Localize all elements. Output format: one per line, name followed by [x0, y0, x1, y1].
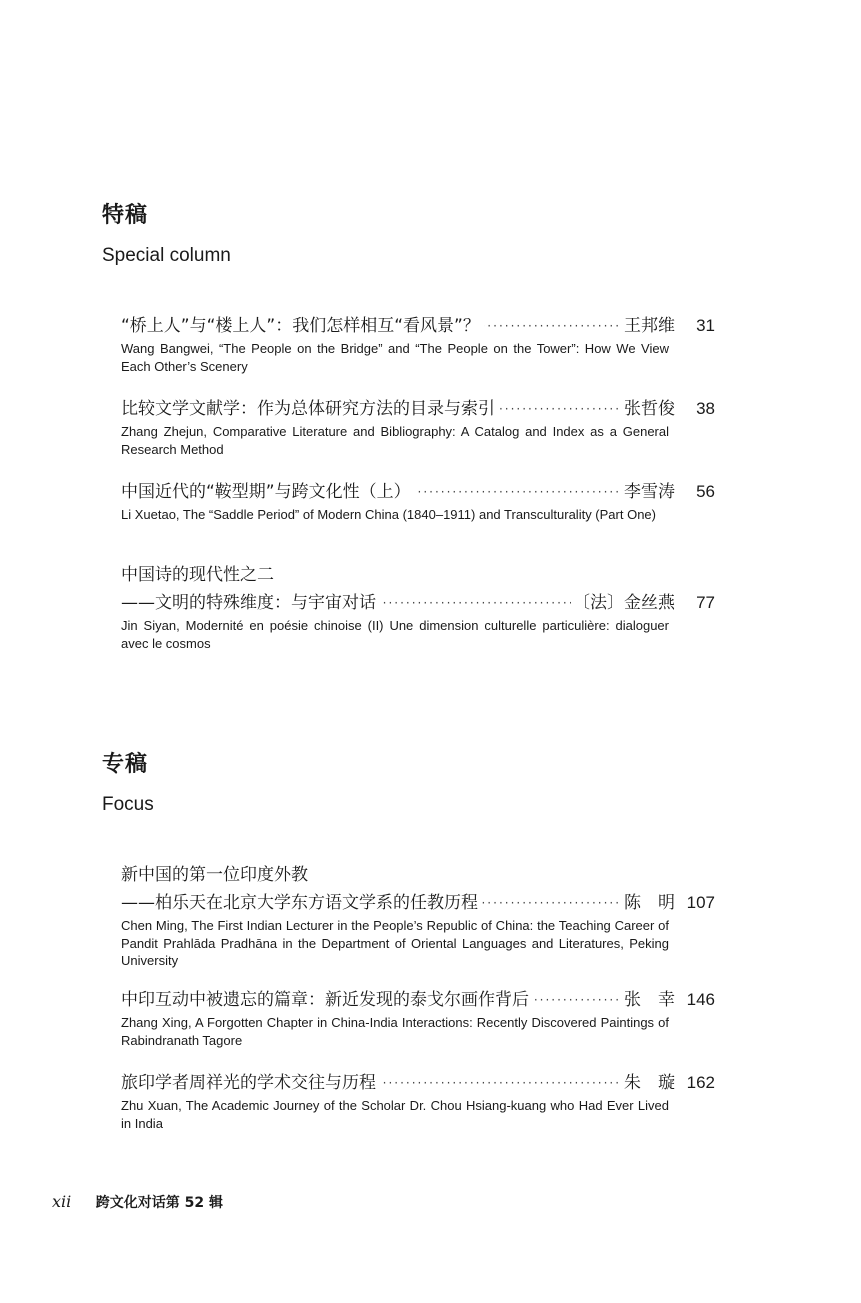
- toc-entry[interactable]: [121, 314, 721, 375]
- folio-number: xii: [52, 1192, 72, 1211]
- entry-english-title: Zhu Xuan, The Academic Journey of the Scholar Dr. Chou Hsiang-kuang who Had Ever Lived in India: [121, 1098, 669, 1131]
- entry-author: 李雪涛: [624, 482, 675, 502]
- entry-english-title: Chen Ming, The First Indian Lecturer in the People’s Republic of China: the Teaching Career of Pandit Prahlāda Pradhāna in the Department of Oriental Languages and Literatures, Peking University: [121, 918, 669, 968]
- section-title-en: Focus: [102, 794, 154, 815]
- entry-author: 朱 璇: [624, 1073, 675, 1093]
- toc-entry[interactable]: [121, 480, 721, 524]
- entry-title: 比较文学文献学：作为总体研究方法的目录与索引: [121, 397, 499, 421]
- entry-page-number: 38: [696, 399, 715, 418]
- entry-author: 张 幸: [624, 990, 675, 1010]
- entry-page-number: 146: [686, 990, 715, 1009]
- toc-entry[interactable]: [121, 988, 721, 1049]
- toc-entry[interactable]: [121, 397, 721, 458]
- entry-english-title: Li Xuetao, The “Saddle Period” of Modern China (1840–1911) and Transculturality (Part One): [121, 507, 656, 522]
- entry-author: 陈 明: [624, 893, 675, 913]
- entry-english-title: Jin Siyan, Modernité en poésie chinoise (II) Une dimension culturelle particulière: dialoguer avec le cosmos: [121, 618, 669, 651]
- entry-title: 新中国的第一位印度外教: [121, 863, 312, 887]
- entry-page-number: 31: [696, 316, 715, 335]
- entry-author: 王邦维: [624, 316, 675, 336]
- section-title-cn: 专稿: [102, 752, 149, 777]
- entry-page-number: 77: [696, 593, 715, 612]
- entry-subtitle: ——文明的特殊维度：与宇宙对话: [121, 591, 380, 615]
- journal-title: 跨文化对话第 52 辑: [95, 1195, 223, 1211]
- entry-title: “桥上人”与“楼上人”：我们怎样相互“看风景”？: [121, 314, 484, 338]
- entry-author: 张哲俊: [624, 399, 675, 419]
- page-footer: [52, 1192, 223, 1212]
- entry-english-title: Zhang Xing, A Forgotten Chapter in China-India Interactions: Recently Discovered Paintings of Rabindranath Tagore: [121, 1015, 669, 1048]
- toc-entry[interactable]: [121, 863, 721, 970]
- entry-subtitle: ——柏乐天在北京大学东方语文学系的任教历程: [121, 891, 482, 915]
- entry-title: 中国近代的“鞍型期”与跨文化性（上）: [121, 480, 415, 504]
- entry-title: 中国诗的现代性之二: [121, 563, 278, 587]
- entry-page-number: 162: [686, 1073, 715, 1092]
- section-title-en: Special column: [102, 245, 231, 266]
- entry-page-number: 56: [696, 482, 715, 501]
- entry-title: 旅印学者周祥光的学术交往与历程: [121, 1071, 380, 1095]
- entry-title: 中印互动中被遗忘的篇章：新近发现的泰戈尔画作背后: [121, 988, 533, 1012]
- entry-author: 〔法〕金丝燕: [573, 593, 675, 613]
- section-title-cn: 特稿: [102, 203, 149, 228]
- entry-english-title: Wang Bangwei, “The People on the Bridge” and “The People on the Tower”: How We View Each Other’s Scenery: [121, 341, 669, 374]
- toc-entry[interactable]: [121, 1071, 721, 1132]
- toc-entry[interactable]: [121, 563, 721, 652]
- entry-english-title: Zhang Zhejun, Comparative Literature and Bibliography: A Catalog and Index as a General Research Method: [121, 424, 669, 457]
- entry-page-number: 107: [686, 893, 715, 912]
